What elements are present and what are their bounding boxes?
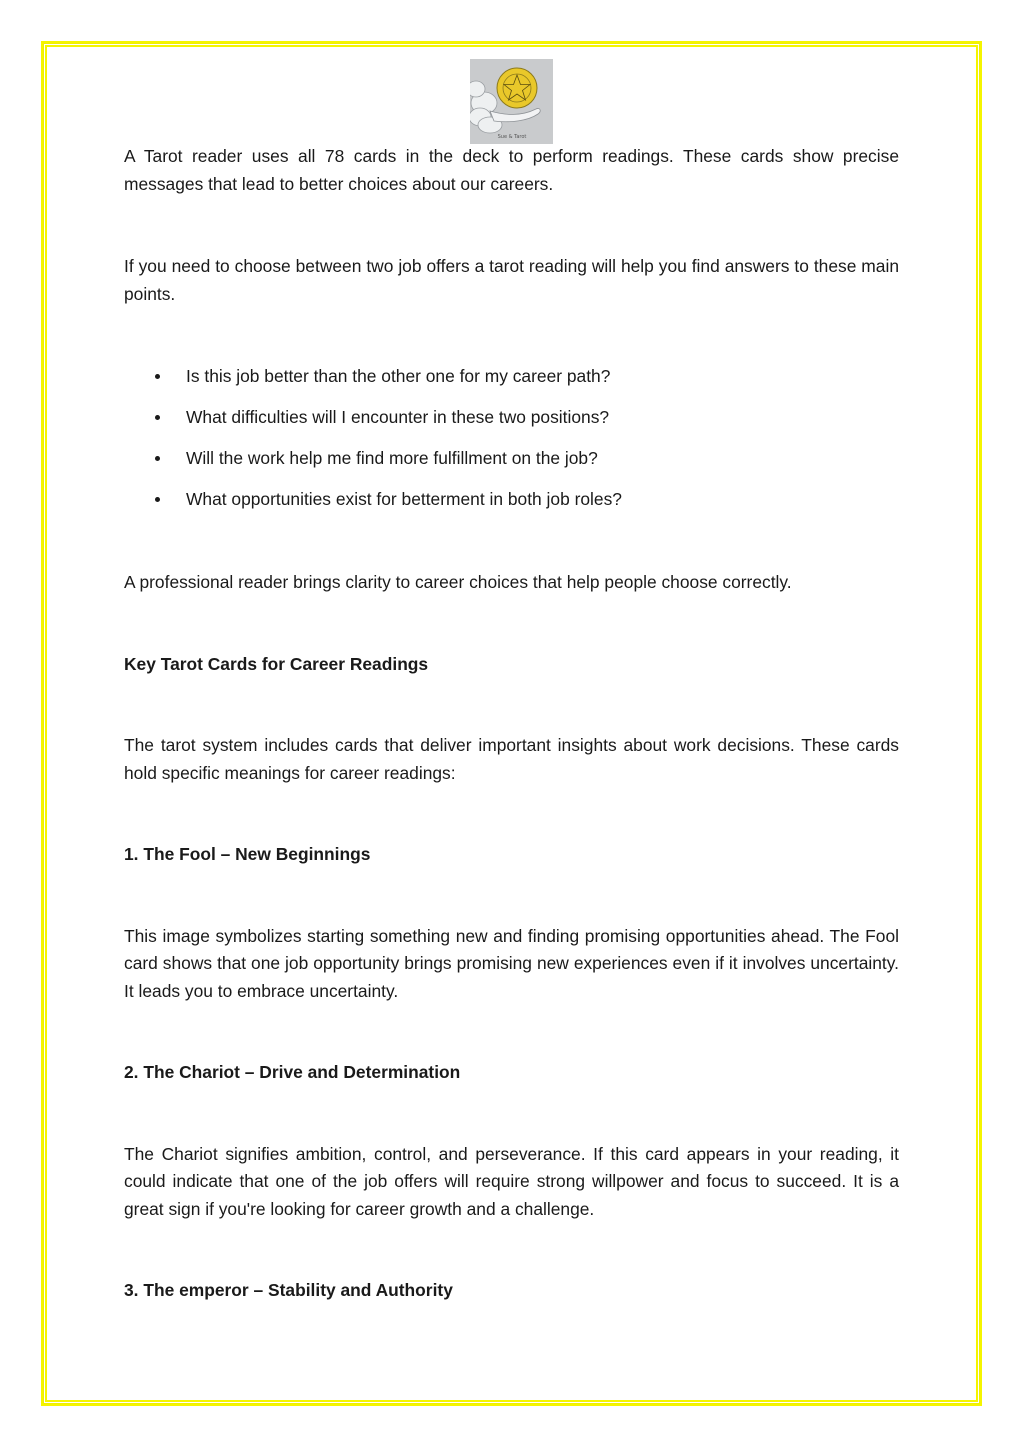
card-caption: Sue & Tarot: [497, 134, 527, 140]
tarot-card-image: [470, 59, 553, 144]
heading-the-fool: 1. The Fool – New Beginnings: [124, 844, 371, 864]
list-item: What difficulties will I encounter in these two positions?: [124, 404, 899, 445]
bullet-icon: [155, 497, 160, 502]
question-list: [124, 363, 899, 527]
bullet-icon: [155, 374, 160, 379]
section-heading-key-cards: Key Tarot Cards for Career Readings: [124, 653, 429, 674]
heading-the-emperor: 3. The emperor – Stability and Authority: [124, 1280, 453, 1300]
document-body: [124, 143, 899, 1305]
intro-paragraph: A Tarot reader uses all 78 cards in the deck to perform readings. These cards show precise messages that lead to better choices about our careers.: [124, 146, 899, 194]
heading-the-chariot: 2. The Chariot – Drive and Determination: [124, 1062, 461, 1082]
job-offers-paragraph: If you need to choose between two job offers a tarot reading will help you find answers to these main points.: [124, 256, 899, 304]
ace-of-pentacles-icon: [470, 59, 553, 144]
tarot-system-paragraph: The tarot system includes cards that deliver important insights about work decisions. These cards hold specific meanings for career readings:: [124, 735, 899, 783]
list-item: Is this job better than the other one for my career path?: [124, 363, 899, 404]
list-item: What opportunities exist for betterment in both job roles?: [124, 486, 899, 527]
fool-paragraph: This image symbolizes starting something new and finding promising opportunities ahead. The Fool card shows that one job opportunity brings promising new experiences even if it involves uncertainty. It leads you to embrace uncertainty.: [124, 925, 899, 1001]
chariot-paragraph: The Chariot signifies ambition, control, and perseverance. If this card appears in your reading, it could indicate that one of the job offers will require strong willpower and focus to succeed. It is a great sign if you're looking for career growth and a challenge.: [124, 1143, 899, 1219]
bullet-icon: [155, 456, 160, 461]
bullet-icon: [155, 415, 160, 420]
clarity-paragraph: A professional reader brings clarity to career choices that help people choose correctly.: [124, 572, 792, 592]
list-item: Will the work help me find more fulfillment on the job?: [124, 445, 899, 486]
